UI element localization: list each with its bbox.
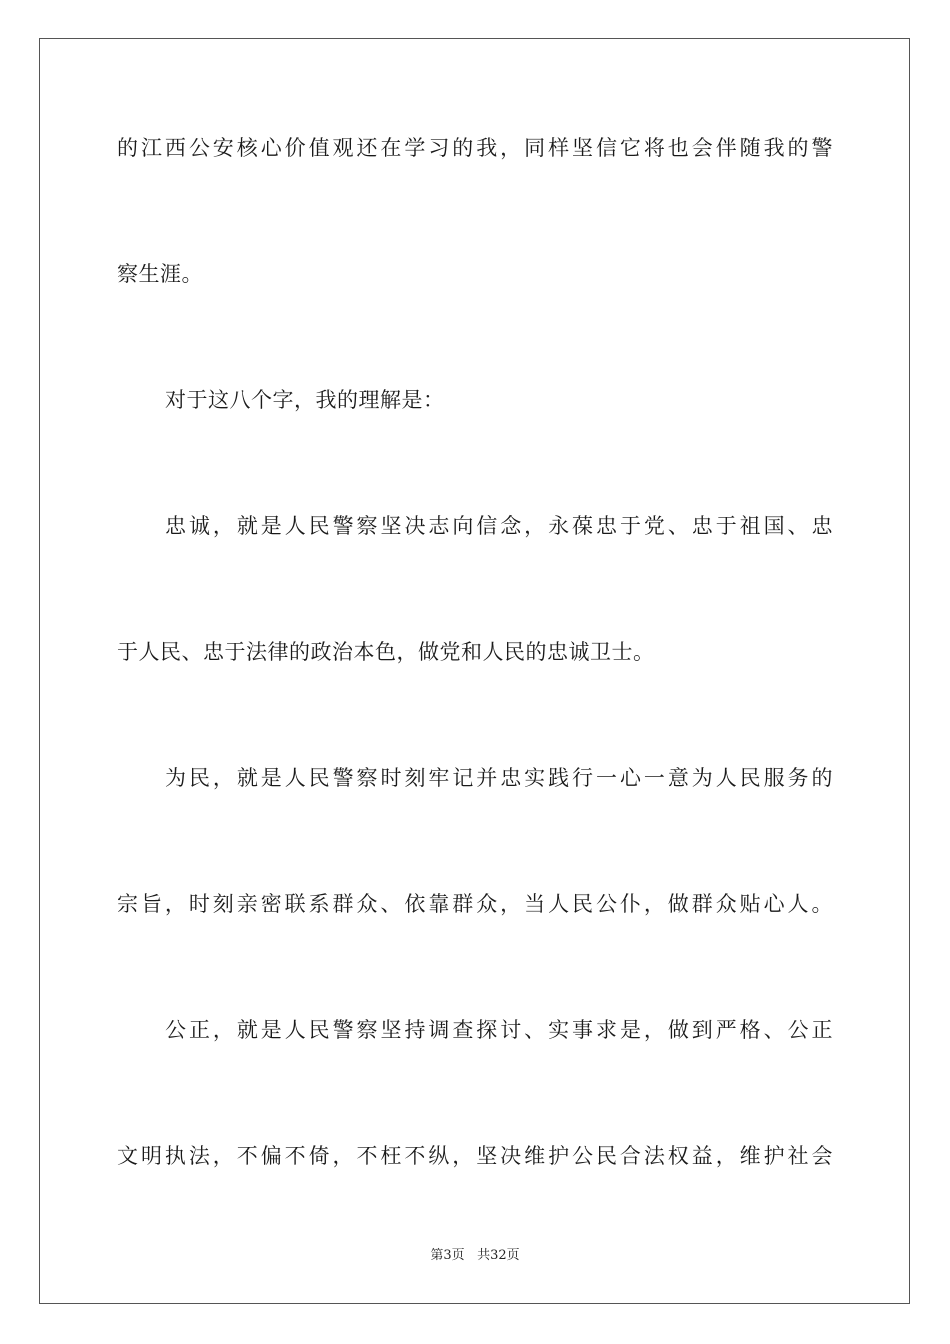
text-line: 忠诚，就是人民警察坚决志向信念，永葆忠于党、忠于祖国、忠 [165,514,833,538]
total-pages-label: 共32页 [477,1248,520,1263]
page-footer [0,1247,950,1265]
text-line: 察生涯。 [117,262,203,286]
text-line: 为民，就是人民警察时刻牢记并忠实践行一心一意为人民服务的 [165,766,833,790]
text-line: 对于这八个字，我的理解是： [165,388,445,412]
text-line: 宗旨，时刻亲密联系群众、依靠群众，当人民公仆，做群众贴心人。 [117,892,833,916]
text-line: 公正，就是人民警察坚持调查探讨、实事求是，做到严格、公正 [165,1018,833,1042]
current-page-label: 第3页 [430,1248,465,1263]
text-line: 于人民、忠于法律的政治本色，做党和人民的忠诚卫士。 [117,640,655,664]
page-border [39,38,910,1304]
text-line: 的江西公安核心价值观还在学习的我，同样坚信它将也会伴随我的警 [117,136,833,160]
text-line: 文明执法，不偏不倚，不枉不纵，坚决维护公民合法权益，维护社会 [117,1144,833,1168]
